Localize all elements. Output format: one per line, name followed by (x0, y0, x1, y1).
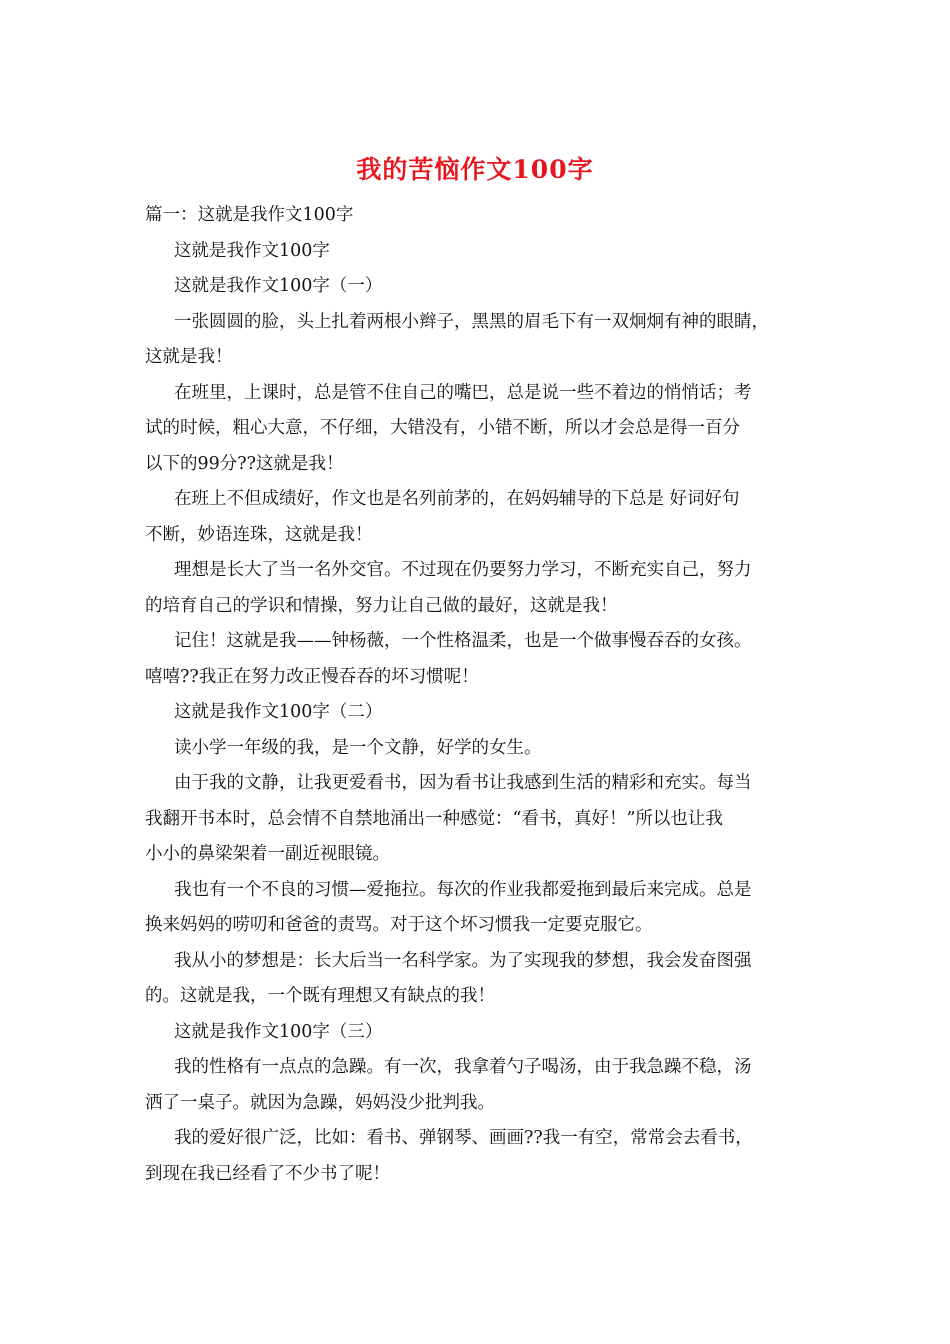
text-line: 由于我的文静，让我更爱看书，因为看书让我感到生活的精彩和充实。每当 (174, 773, 752, 793)
text-line: 在班里，上课时，总是管不住自己的嘴巴，总是说一些不着边的悄悄话；考 (174, 382, 752, 403)
text-line: 到现在我已经看了不少书了呢！ (145, 1163, 390, 1184)
document-body (145, 198, 825, 1192)
text-line: 我从小的梦想是：长大后当一名科学家。为了实现我的梦想，我会发奋图强 (174, 950, 752, 971)
text-line: 的。这就是我，一个既有理想又有缺点的我！ (145, 986, 495, 1006)
text-line: 小小的鼻梁架着一副近视眼镜。 (145, 844, 390, 864)
text-line: 我也有一个不良的习惯—爱拖拉。每次的作业我都爱拖到最后来完成。总是 (174, 879, 752, 900)
text-line: 我翻开书本时，总会情不自禁地涌出一种感觉：“看书，真好！”所以也让我 (145, 808, 723, 829)
text-line: 这就是我！ (145, 347, 233, 367)
text-line: 理想是长大了当一名外交官。不过现在仍要努力学习，不断充实自己，努力 (174, 560, 752, 580)
text-line: 在班上不但成绩好，作文也是名列前茅的，在妈妈辅导的下总是 好词好句 (174, 489, 740, 509)
document-title: 我的苦恼作文100字 (356, 155, 594, 184)
text-line: 试的时候，粗心大意，不仔细，大错没有，小错不断，所以才会总是得一百分 (145, 418, 740, 438)
text-line: 一张圆圆的脸，头上扎着两根小辫子，黑黑的眉毛下有一双炯炯有神的眼睛， (174, 311, 769, 332)
text-line: 这就是我作文100字（二） (174, 702, 383, 722)
text-line: 读小学一年级的我，是一个文静，好学的女生。 (174, 737, 542, 758)
text-line: 这就是我作文100字（三） (174, 1021, 383, 1042)
text-line: 这就是我作文100字 (174, 240, 330, 261)
text-line: 记住！这就是我——钟杨薇，一个性格温柔，也是一个做事慢吞吞的女孩。 (174, 631, 752, 651)
text-line: 以下的99分??这就是我！ (145, 453, 344, 474)
text-line: 这就是我作文100字（一） (174, 276, 383, 296)
text-line: 的培育自己的学识和情操，努力让自己做的最好，这就是我！ (145, 595, 618, 616)
text-line: 不断，妙语连珠，这就是我！ (145, 524, 373, 545)
text-line: 篇一：这就是我作文100字 (145, 205, 354, 225)
text-line: 嘻嘻??我正在努力改正慢吞吞的坏习惯呢！ (145, 666, 479, 687)
text-line: 我的性格有一点点的急躁。有一次，我拿着勺子喝汤，由于我急躁不稳，汤 (174, 1057, 752, 1077)
text-line: 洒了一桌子。就因为急躁，妈妈没少批判我。 (145, 1092, 495, 1113)
text-line: 我的爱好很广泛，比如：看书、弹钢琴、画画??我一有空，常常会去看书， (174, 1128, 753, 1148)
text-line: 换来妈妈的唠叨和爸爸的责骂。对于这个坏习惯我一定要克服它。 (145, 915, 653, 935)
